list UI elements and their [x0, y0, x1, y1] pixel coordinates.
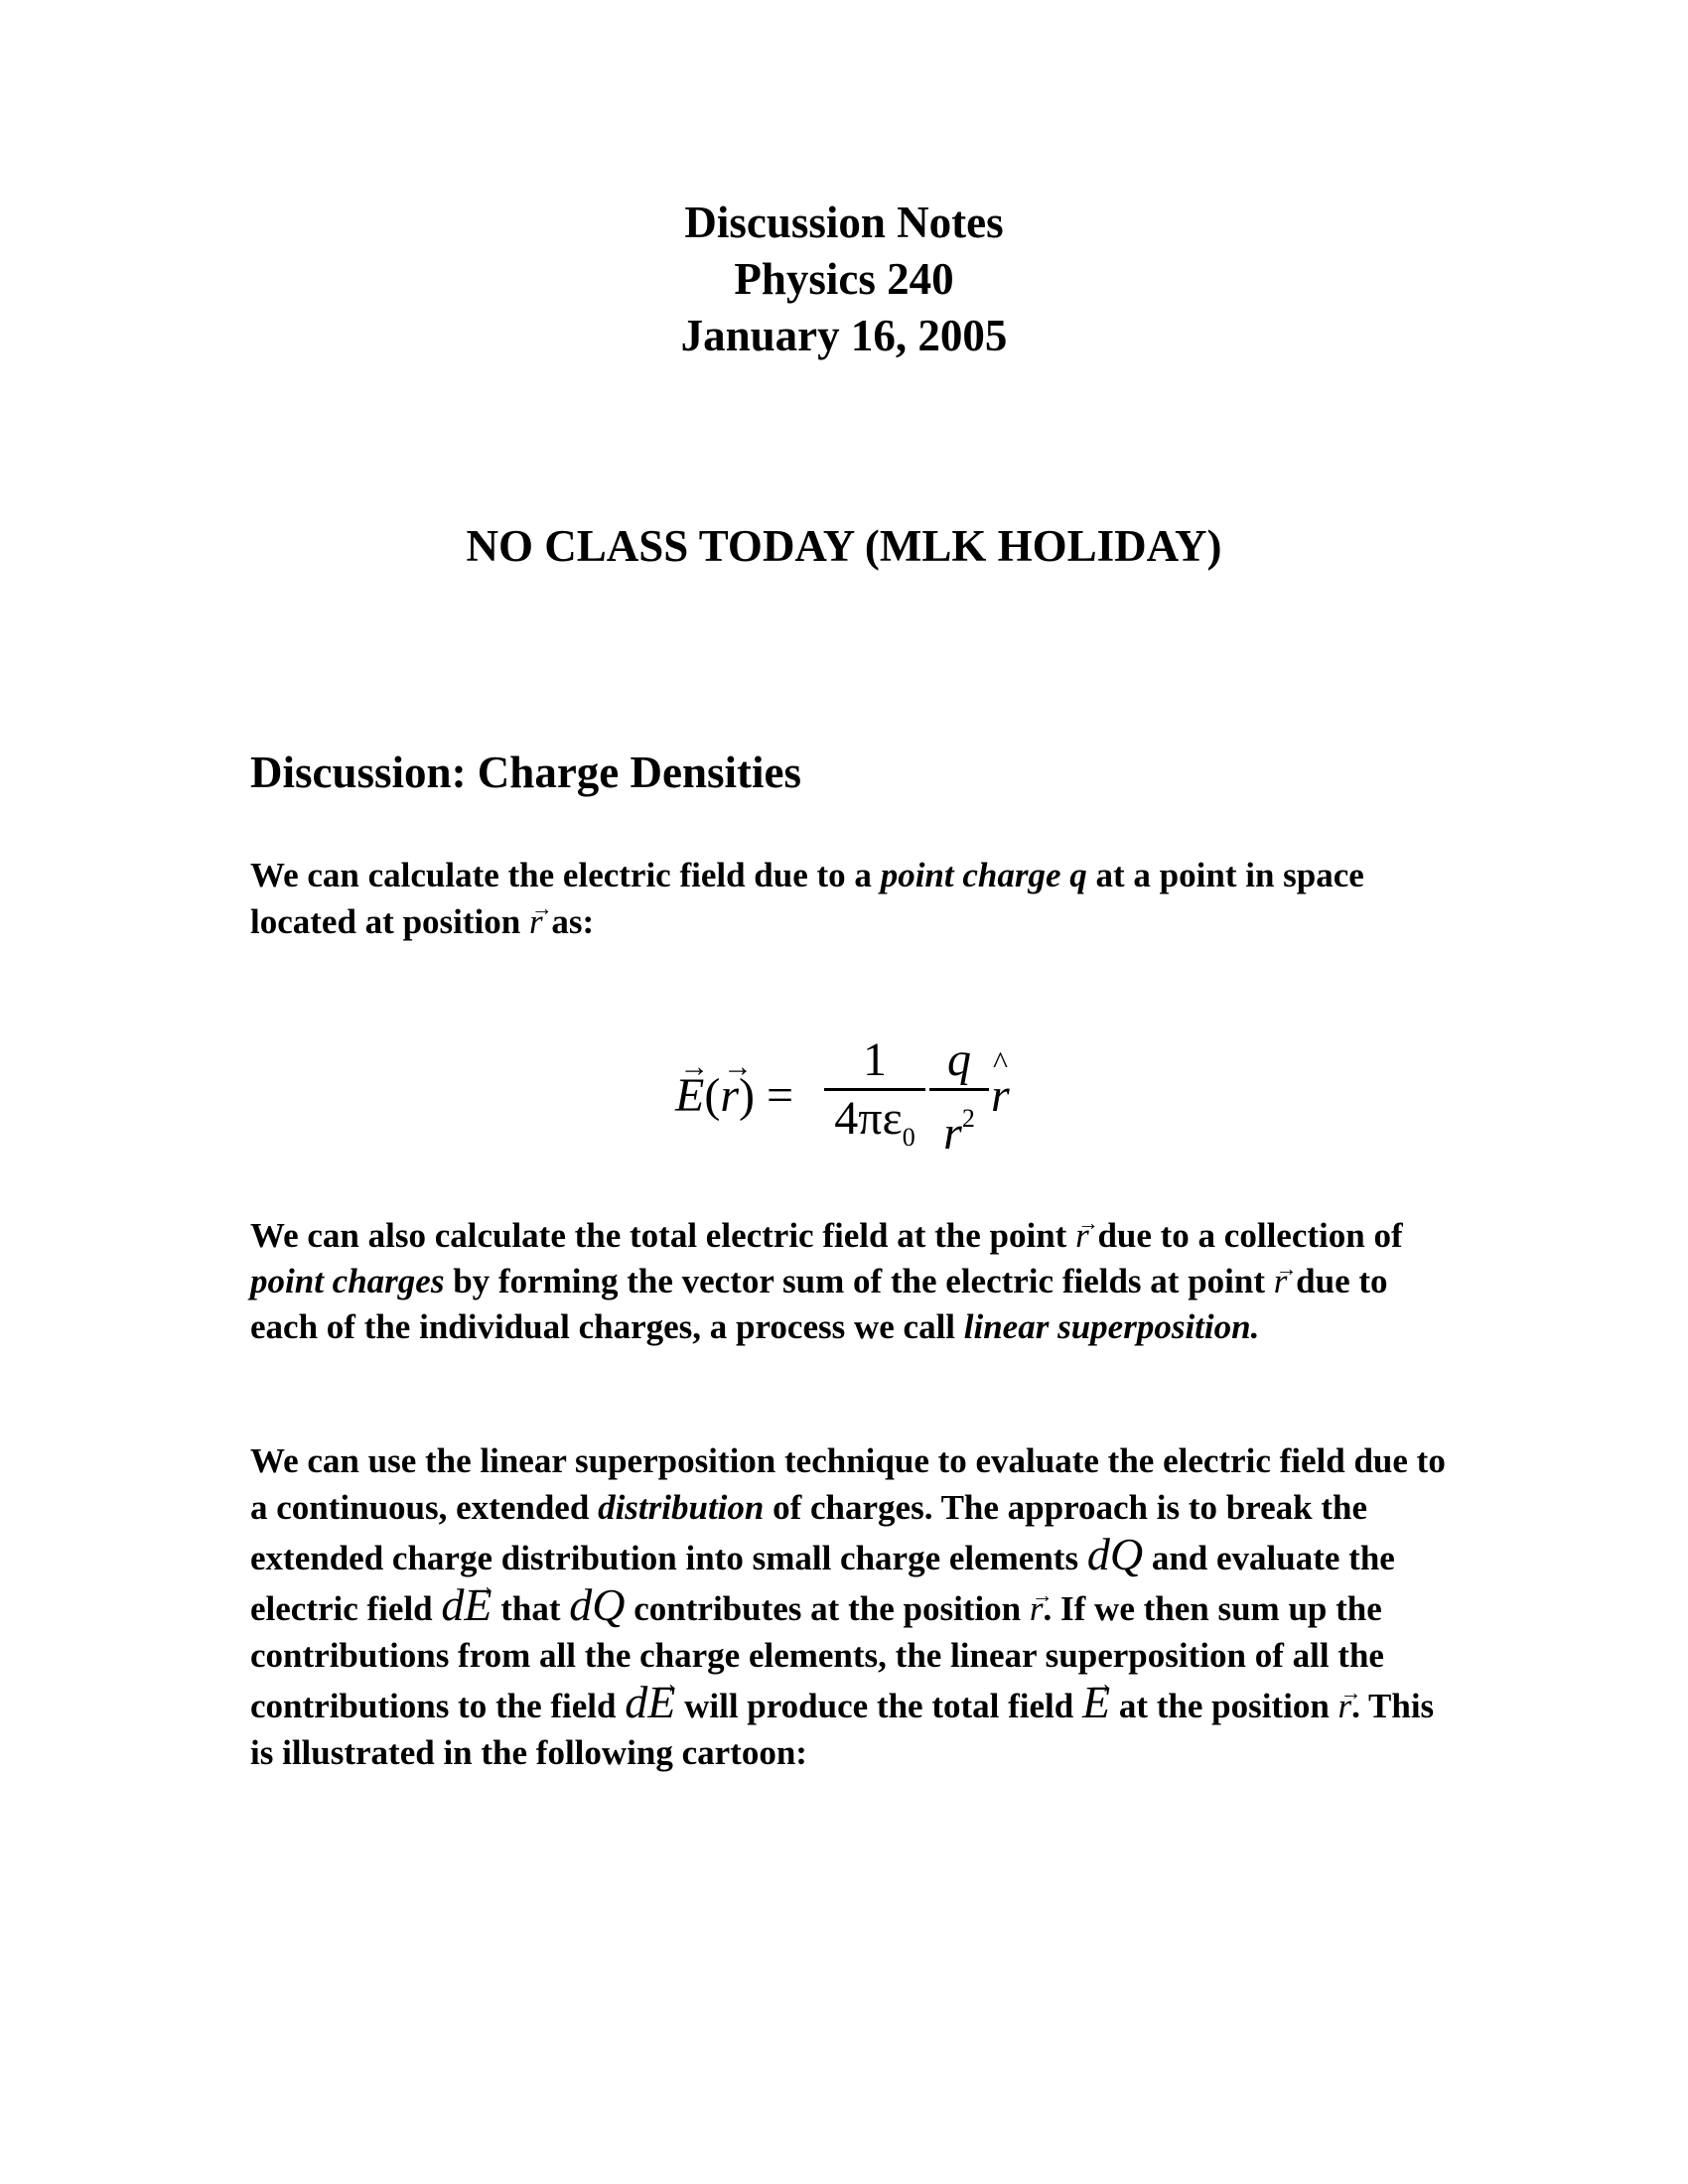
document-date: January 16, 2005	[680, 311, 1008, 360]
text: We can also calculate the total electric field at the point	[250, 1216, 1076, 1255]
position-vector-r: → r	[720, 1068, 739, 1123]
text: due to a collection of	[1088, 1216, 1403, 1255]
paren-close: )	[739, 1069, 755, 1122]
text: contributes at the position	[625, 1589, 1030, 1628]
paragraph-superposition	[250, 1213, 1462, 1350]
math-dQ: dQ	[1086, 1529, 1144, 1579]
text: that	[492, 1589, 570, 1628]
field-vector-E: → E	[675, 1068, 704, 1123]
text: of charges. The approach is to break the extended charge distribution into small charge elements	[250, 1488, 1368, 1577]
r: r	[943, 1107, 962, 1160]
denominator	[929, 1091, 989, 1160]
four-pi-epsilon: 4πε	[834, 1092, 903, 1145]
position-vector-r: → r	[529, 898, 543, 945]
superscript-two: 2	[961, 1104, 975, 1133]
paragraph-point-charge	[250, 852, 1462, 945]
text: . If we then sum up the contributions from all the charge elements, the linear superposition of all the contributions to the field	[250, 1589, 1384, 1725]
text: will produce the total field	[675, 1687, 1082, 1725]
fraction-q-over-r2	[929, 1032, 989, 1160]
document-header	[0, 195, 1688, 364]
field-vector-E: → E	[464, 1581, 492, 1628]
math-dE	[441, 1579, 492, 1630]
position-vector-r: → r	[1338, 1683, 1352, 1729]
text: due to each of the individual charges, a process we call	[250, 1262, 1388, 1346]
document-title: Discussion Notes	[684, 198, 1004, 247]
position-vector-r: → r	[1030, 1585, 1044, 1632]
text: and evaluate the electric field	[250, 1539, 1395, 1628]
d: d	[441, 1579, 465, 1630]
emphasis-linear-superposition: linear superposition.	[963, 1307, 1260, 1346]
emphasis-distribution: distribution	[598, 1488, 765, 1527]
unit-vector-r-hat: ^ r	[991, 1068, 1010, 1123]
fraction-coulomb-constant	[824, 1032, 925, 1152]
holiday-notice: NO CLASS TODAY (MLK HOLIDAY)	[466, 521, 1222, 571]
equation-lhs	[675, 1068, 793, 1123]
emphasis-point-charge: point charge q	[880, 856, 1087, 894]
text: by forming the vector sum of the electric fields at point	[444, 1262, 1274, 1300]
field-vector-E: → E	[647, 1679, 675, 1725]
field-vector-E: → E	[1082, 1679, 1110, 1725]
section-heading: Discussion: Charge Densities	[250, 748, 802, 797]
math-dE	[625, 1677, 675, 1727]
subscript-zero: 0	[902, 1123, 915, 1152]
text: . This is illustrated in the following cartoon:	[250, 1687, 1435, 1772]
text: We can use the linear superposition technique to evaluate the electric field due to a continuous, extended	[250, 1441, 1446, 1527]
paren-open: (	[704, 1069, 721, 1122]
text: We can calculate the electric field due to a	[250, 856, 881, 894]
numerator: q	[947, 1033, 971, 1086]
text: at the position	[1110, 1687, 1338, 1725]
math-E	[1082, 1677, 1110, 1727]
equals-sign: =	[754, 1069, 794, 1122]
position-vector-r: → r	[1075, 1213, 1089, 1259]
emphasis-point-charges: point charges	[250, 1262, 445, 1300]
d: d	[625, 1677, 648, 1727]
math-dQ: dQ	[569, 1579, 626, 1630]
paragraph-continuous-distribution	[250, 1437, 1462, 1776]
position-vector-r: → r	[1274, 1259, 1288, 1304]
denominator	[824, 1091, 925, 1152]
text: as:	[542, 902, 595, 941]
course-name: Physics 240	[734, 254, 954, 304]
numerator: 1	[863, 1033, 887, 1086]
text: at a point in space located at position	[250, 856, 1364, 941]
coulomb-field-equation	[675, 1032, 1033, 1161]
